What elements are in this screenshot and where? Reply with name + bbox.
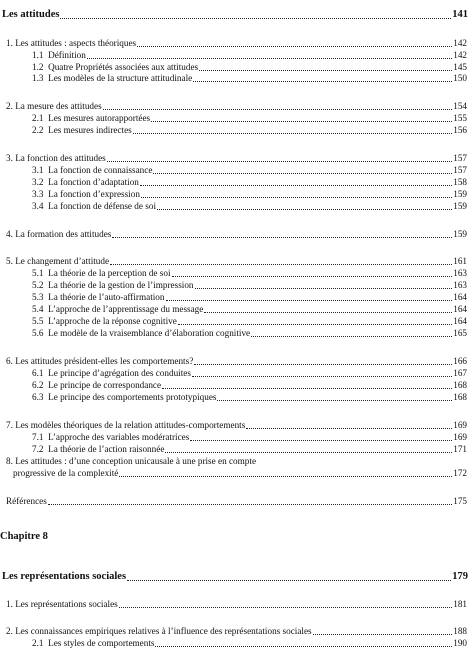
dot-leader — [246, 428, 452, 429]
dot-leader — [151, 121, 452, 122]
entry-number: 2.2 — [32, 125, 44, 135]
toc-subentry[interactable] — [32, 380, 467, 391]
entry-page-number: 155 — [453, 113, 467, 123]
entry-title: Les modèles de la structure attitudinale — [48, 73, 193, 83]
dot-leader — [112, 237, 452, 238]
entry-number: 6.3 — [32, 392, 44, 402]
dot-leader — [103, 109, 453, 110]
dot-leader — [162, 388, 452, 389]
toc-entry[interactable] — [6, 599, 467, 610]
entry-number: 6.1 — [32, 368, 44, 378]
entry-page-number: 163 — [453, 268, 467, 278]
entry-number: 6.2 — [32, 380, 44, 390]
entry-page-number: 171 — [453, 444, 467, 454]
entry-title: La théorie de la perception de soi — [48, 268, 171, 278]
entry-page-number: 172 — [453, 468, 467, 478]
toc-subentry[interactable] — [32, 62, 467, 73]
toc-subentry[interactable] — [32, 280, 467, 291]
toc-entry[interactable] — [6, 153, 467, 164]
entry-title: Le principe des comportements prototypiques — [48, 392, 217, 402]
entry-title: La fonction de connaissance — [48, 165, 153, 175]
entry-title: La fonction d’adaptation — [48, 177, 139, 187]
entry-title: L’approche de la réponse cognitive — [48, 316, 177, 326]
entry-page-number: 163 — [453, 280, 467, 290]
entry-page-number: 142 — [453, 50, 467, 60]
dot-leader — [199, 70, 452, 71]
entry-number: 3.4 — [32, 201, 44, 211]
entry-page-number: 145 — [453, 62, 467, 72]
entry-number: 5.5 — [32, 316, 44, 326]
entry-title: La théorie de l’action raisonnée — [48, 444, 165, 454]
toc-subentry[interactable] — [32, 189, 467, 200]
toc-subentry[interactable] — [32, 328, 467, 339]
entry-page-number: 157 — [453, 153, 467, 163]
entry-number: 5.2 — [32, 280, 44, 290]
toc-entry-references[interactable] — [6, 496, 467, 507]
toc-subentry[interactable] — [32, 638, 467, 649]
entry-number: 8. — [6, 456, 13, 466]
toc-subentry[interactable] — [32, 125, 467, 136]
entry-title: Les styles de comportements — [48, 638, 155, 648]
toc-entry[interactable] — [6, 356, 467, 367]
toc-subentry[interactable] — [32, 50, 467, 61]
dot-leader — [190, 440, 452, 441]
entry-title: La fonction des attitudes — [15, 153, 106, 163]
toc-subentry[interactable] — [32, 73, 467, 84]
entry-number: 2. — [6, 101, 13, 111]
toc-subentry[interactable] — [32, 392, 467, 403]
entry-number: 2.1 — [32, 638, 44, 648]
entry-number: 1. — [6, 38, 13, 48]
entry-number: 5.6 — [32, 328, 44, 338]
dot-leader — [119, 607, 452, 608]
section-page-number: 179 — [452, 571, 468, 582]
entry-title-line1: Les attitudes : d’une conception unicausale à une prise en compte — [15, 456, 257, 466]
dot-leader — [204, 312, 452, 313]
entry-number: 2. — [6, 626, 13, 636]
toc-entry[interactable] — [6, 626, 467, 637]
section-title: Les attitudes — [2, 9, 60, 20]
entry-number: 5.3 — [32, 292, 44, 302]
chapter-label: Chapitre 8 — [0, 531, 48, 542]
entry-page-number: 190 — [453, 638, 467, 648]
dot-leader — [48, 504, 452, 505]
toc-subentry[interactable] — [32, 304, 467, 315]
entry-page-number: 167 — [453, 368, 467, 378]
dot-leader — [157, 209, 452, 210]
entry-title: Le principe d’agrégation des conduites — [48, 368, 191, 378]
toc-entry[interactable] — [6, 420, 467, 431]
dot-leader — [119, 476, 452, 477]
toc-subentry[interactable] — [32, 113, 467, 124]
dot-leader — [165, 452, 452, 453]
dot-leader — [60, 18, 451, 19]
entry-page-number: 188 — [453, 626, 467, 636]
dot-leader — [251, 336, 452, 337]
entry-title: Le modèle de la vraisemblance d’élaboration cognitive — [48, 328, 251, 338]
entry-number: 6. — [6, 356, 13, 366]
dot-leader — [127, 580, 451, 581]
entry-page-number: 164 — [453, 316, 467, 326]
entry-page-number: 150 — [453, 73, 467, 83]
entry-page-number: 161 — [453, 256, 467, 266]
dot-leader — [153, 173, 452, 174]
entry-page-number: 159 — [453, 201, 467, 211]
dot-leader — [192, 376, 452, 377]
entry-title: Quatre Propriétés associées aux attitudes — [48, 62, 199, 72]
dot-leader — [87, 58, 452, 59]
entry-page-number: 165 — [453, 328, 467, 338]
toc-section-heading — [2, 570, 468, 583]
dot-leader — [217, 400, 452, 401]
entry-number: 4. — [6, 229, 13, 239]
section-page-number: 141 — [452, 9, 468, 20]
entry-page-number: 181 — [453, 599, 467, 609]
entry-number: 1.3 — [32, 73, 44, 83]
toc-subentry[interactable] — [32, 444, 467, 455]
entry-title: Les représentations sociales — [15, 599, 118, 609]
dot-leader — [141, 197, 452, 198]
entry-number: 7.2 — [32, 444, 44, 454]
toc-entry[interactable] — [6, 101, 467, 112]
entry-page-number: 158 — [453, 177, 467, 187]
entry-number: 3. — [6, 153, 13, 163]
entry-page-number: 164 — [453, 304, 467, 314]
entry-number: 5.1 — [32, 268, 44, 278]
entry-number: 3.3 — [32, 189, 44, 199]
entry-page-number: 157 — [453, 165, 467, 175]
entry-number: 5.4 — [32, 304, 44, 314]
entry-number: 1.2 — [32, 62, 44, 72]
entry-title: Les modèles théoriques de la relation attitudes-comportements — [15, 420, 246, 430]
entry-title: Les attitudes président-elles les comportements? — [15, 356, 194, 366]
entry-title: Les connaissances empiriques relatives à l’influence des représentations sociales — [15, 626, 312, 636]
entry-title: La fonction de défense de soi — [48, 201, 156, 211]
entry-title: Les attitudes : aspects théoriques — [15, 38, 137, 48]
toc-section-heading — [2, 8, 468, 21]
dot-leader — [110, 264, 452, 265]
toc-subentry[interactable] — [32, 316, 467, 327]
entry-title: Les mesures autorapportées — [48, 113, 151, 123]
entry-title: Références — [6, 496, 47, 506]
dot-leader — [133, 133, 452, 134]
entry-title-line2: progressive de la complexité — [13, 468, 119, 478]
entry-number: 2.1 — [32, 113, 44, 123]
entry-title: La théorie de l’auto-affirmation — [48, 292, 165, 302]
entry-page-number: 156 — [453, 125, 467, 135]
entry-page-number: 159 — [453, 189, 467, 199]
toc-subentry[interactable] — [32, 165, 467, 176]
entry-number: 3.2 — [32, 177, 44, 187]
entry-page-number: 159 — [453, 229, 467, 239]
entry-page-number: 175 — [453, 496, 467, 506]
toc-entry-multiline-first[interactable] — [6, 456, 256, 467]
dot-leader — [166, 300, 453, 301]
entry-title: Définition — [48, 50, 86, 60]
entry-number: 7. — [6, 420, 13, 430]
dot-leader — [178, 324, 452, 325]
entry-number: 1. — [6, 599, 13, 609]
entry-number: 5. — [6, 256, 13, 266]
section-title: Les représentations sociales — [2, 571, 127, 582]
entry-number: 1.1 — [32, 50, 44, 60]
toc-subentry[interactable] — [32, 268, 467, 279]
toc-subentry[interactable] — [32, 201, 467, 212]
dot-leader — [195, 288, 453, 289]
entry-page-number: 154 — [453, 101, 467, 111]
entry-page-number: 169 — [453, 432, 467, 442]
entry-title: La mesure des attitudes — [15, 101, 102, 111]
entry-page-number: 169 — [453, 420, 467, 430]
dot-leader — [107, 161, 452, 162]
entry-number: 7.1 — [32, 432, 44, 442]
dot-leader — [140, 185, 452, 186]
dot-leader — [172, 276, 453, 277]
toc-subentry[interactable] — [32, 368, 467, 379]
dot-leader — [155, 646, 452, 647]
entry-title: La théorie de la gestion de l’impression — [48, 280, 194, 290]
entry-title: L’approche de l’apprentissage du message — [48, 304, 204, 314]
entry-title: Les mesures indirectes — [48, 125, 132, 135]
dot-leader — [194, 364, 452, 365]
entry-title: La fonction d’expression — [48, 189, 140, 199]
toc-subentry[interactable] — [32, 292, 467, 303]
dot-leader — [313, 634, 453, 635]
entry-number: 3.1 — [32, 165, 44, 175]
entry-page-number: 168 — [453, 392, 467, 402]
toc-entry[interactable] — [6, 256, 467, 267]
entry-page-number: 142 — [453, 38, 467, 48]
dot-leader — [137, 46, 452, 47]
entry-page-number: 168 — [453, 380, 467, 390]
dot-leader — [193, 81, 452, 82]
entry-title: Le principe de correspondance — [48, 380, 162, 390]
toc-entry[interactable] — [6, 38, 467, 49]
entry-title: Le changement d’attitude — [15, 256, 110, 266]
toc-entry[interactable] — [6, 229, 467, 240]
toc-subentry[interactable] — [32, 432, 467, 443]
entry-page-number: 166 — [453, 356, 467, 366]
entry-title: L’approche des variables modératrices — [48, 432, 190, 442]
entry-page-number: 164 — [453, 292, 467, 302]
entry-title: La formation des attitudes — [15, 229, 112, 239]
toc-entry-multiline-second[interactable] — [13, 468, 467, 479]
toc-subentry[interactable] — [32, 177, 467, 188]
